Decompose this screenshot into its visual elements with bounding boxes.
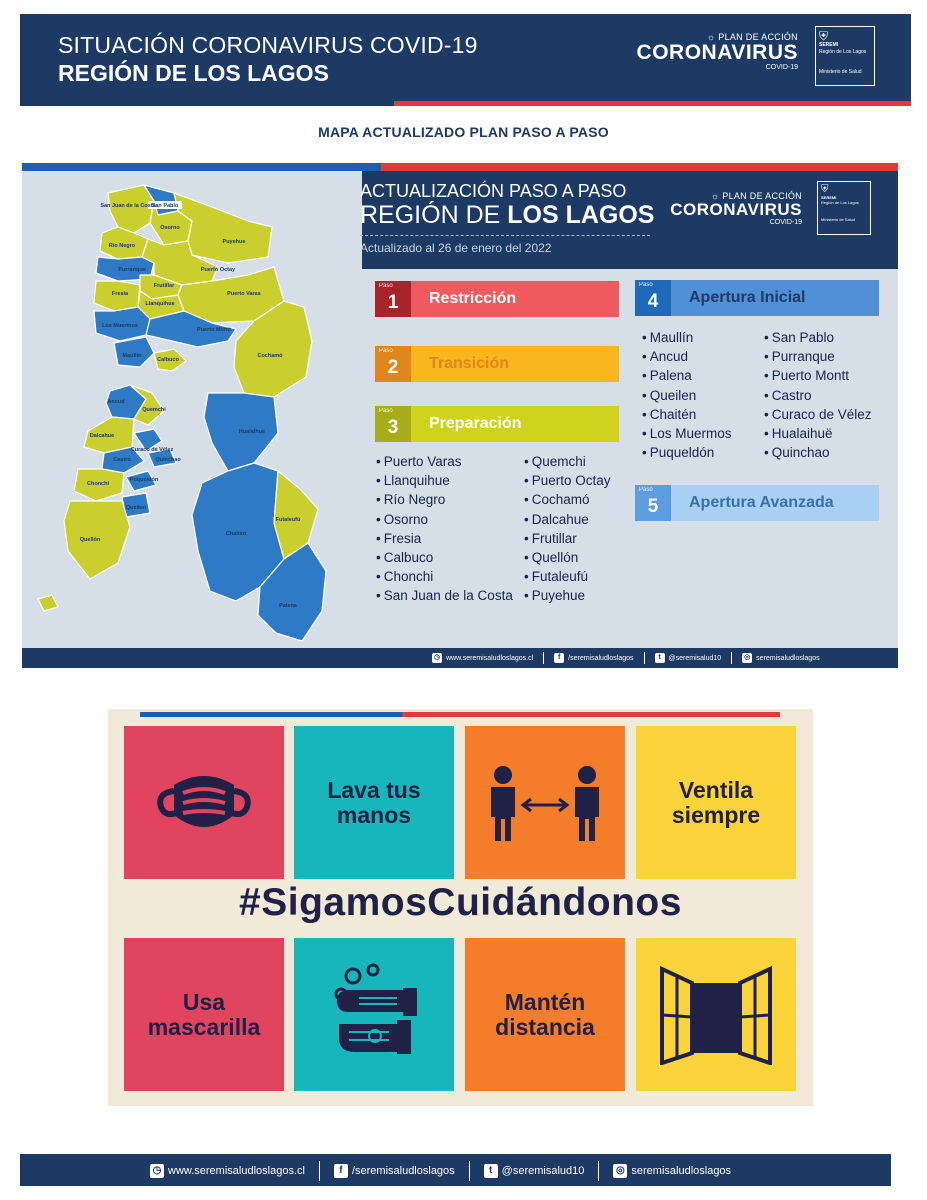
phase-4-box: [635, 280, 879, 316]
list-item: • Llanquihue: [376, 471, 513, 490]
map-label-cochamo: Cochamó: [257, 353, 283, 359]
tile-mask: [124, 726, 284, 879]
map-title: MAPA ACTUALIZADO PLAN PASO A PASO: [318, 124, 609, 140]
list-item: • Puqueldón: [642, 443, 732, 462]
phase-1-label: Restricción: [411, 281, 619, 317]
face-mask-icon: [149, 763, 259, 843]
coat-of-arms-icon: ⛨: [819, 29, 829, 43]
phase-3-box: [375, 406, 619, 442]
map-label-queilen: Queilen: [125, 505, 147, 511]
paso4-list-col1: [642, 328, 732, 462]
list-item: • San Juan de la Costa: [376, 586, 513, 605]
social-distance-icon: [485, 763, 605, 843]
list-item: • Chaitén: [642, 405, 732, 424]
paso3-list-col1: [376, 452, 513, 606]
bottom-social-row: [150, 1162, 731, 1180]
map-label-ancud: Ancud: [107, 399, 125, 405]
paso3-list-col2: [524, 452, 611, 606]
map-label-puqueldon: Puqueldón: [129, 477, 159, 483]
panel-footer: [22, 648, 898, 668]
list-item: • Los Muermos: [642, 424, 732, 443]
list-item: • Ancud: [642, 347, 732, 366]
list-item: • Palena: [642, 366, 732, 385]
phase-2-label: Transición: [411, 346, 619, 382]
list-item: • Puyehue: [524, 586, 611, 605]
list-item: • Río Negro: [376, 490, 513, 509]
map-label-chonchi: Chonchi: [87, 481, 109, 487]
tile-window-icon: [636, 938, 796, 1091]
list-item: • Purranque: [764, 347, 872, 366]
plan-coronavirus-logo: ☼ PLAN DE ACCIÓN CORONAVIRUS COVID-19: [636, 32, 798, 71]
map-label-fresia: Fresia: [111, 291, 129, 297]
tile-use-mask: Usa mascarilla: [124, 938, 284, 1091]
map-label-frutillar: Frutillar: [153, 283, 175, 289]
hashtag-text: #SigamosCuidándonos: [239, 881, 682, 924]
facebook-icon: f: [334, 1164, 348, 1178]
list-item: • Castro: [764, 386, 872, 405]
map-label-llanquihue: Llanquihue: [145, 301, 175, 307]
map-label-palena: Palena: [279, 603, 297, 609]
updated-date: Actualizado al 26 de enero del 2022: [360, 241, 552, 255]
bottom-social-bar: [20, 1154, 891, 1186]
map-label-chaiten: Chaitén: [225, 531, 247, 537]
phase-4-label: Apertura Inicial: [671, 280, 879, 316]
hand-washing-icon: [319, 960, 429, 1070]
panel-plan-logo: ☼ PLAN DE ACCIÓN CORONAVIRUS COVID-19: [670, 191, 802, 226]
twitter-icon: t: [484, 1164, 498, 1178]
map-label-quemchi: Quemchi: [142, 407, 166, 413]
tile-keep-distance: Mantén distancia: [465, 938, 625, 1091]
dome-icon: ☼: [706, 32, 719, 42]
map-label-futaleufu: Futaleufú: [275, 517, 301, 523]
map-region-maullin: [114, 337, 154, 367]
divider: [731, 652, 732, 664]
header-title-line2: REGIÓN DE LOS LAGOS: [58, 60, 329, 86]
los-lagos-map-svg: [22, 171, 362, 648]
map-label-puerto-octay: Puerto Octay: [200, 267, 236, 273]
divider: [469, 1161, 470, 1181]
list-item: • Futaleufú: [524, 567, 611, 586]
map-label-san-juan: San Juan de la Costa: [100, 203, 156, 209]
map-label-dalcahue: Dalcahue: [89, 433, 115, 439]
phase-1-box: [375, 281, 619, 317]
list-item: • Dalcahue: [524, 510, 611, 529]
map-label-quellon: Quellón: [79, 537, 101, 543]
twitter-icon: t: [655, 653, 665, 663]
list-item: • San Pablo: [764, 328, 872, 347]
web-icon: ◷: [433, 654, 441, 661]
map-label-los-muermos: Los Muermos: [102, 323, 138, 329]
phase-5-label: Apertura Avanzada: [671, 485, 879, 521]
open-window-icon: [656, 965, 776, 1065]
map-label-puyehue: Puyehue: [222, 239, 246, 245]
list-item: • Cochamó: [524, 490, 611, 509]
map-label-san-pablo: San Pablo: [151, 203, 179, 209]
tile-ventilate: Ventila siempre: [636, 726, 796, 879]
list-item: • Frutillar: [524, 529, 611, 548]
phase-1-number: Paso 1: [375, 281, 411, 317]
list-item: • Quellón: [524, 548, 611, 567]
tile-distance-icon: [465, 726, 625, 879]
panel-title: ACTUALIZACIÓN PASO A PASO: [360, 181, 627, 201]
map-label-maullin: Maullín: [122, 353, 142, 359]
list-item: • Quinchao: [764, 443, 872, 462]
facebook-icon: f: [554, 653, 564, 663]
header-banner: [20, 14, 911, 106]
phase-2-number: Paso 2: [375, 346, 411, 382]
instagram-icon: ◎: [613, 1164, 627, 1178]
map-label-puerto-varas: Puerto Varas: [227, 291, 261, 297]
list-item: • Hualaihuë: [764, 424, 872, 443]
instagram-link[interactable]: seremisaludloslagos: [631, 1165, 732, 1177]
coat-of-arms-icon: ⛨: [821, 184, 829, 195]
phase-2-box: [375, 346, 619, 382]
divider: [543, 652, 544, 664]
list-item: • Fresia: [376, 529, 513, 548]
list-item: • Calbuco: [376, 548, 513, 567]
list-item: • Puerto Montt: [764, 366, 872, 385]
divider: [598, 1161, 599, 1181]
panel-stripe: [22, 163, 898, 171]
web-icon: ◷: [150, 1164, 164, 1178]
phase-5-box: [635, 485, 879, 521]
panel-divider: [360, 235, 650, 236]
panel-seremi-logo: ⛨ SEREMI Región de Los Lagos Ministerio de Salud: [817, 181, 871, 235]
twitter-link[interactable]: @seremisalud10: [668, 654, 722, 662]
map-label-castro: Castro: [113, 457, 131, 463]
map-label-osorno: Osorno: [160, 225, 180, 231]
region-map: [22, 171, 362, 648]
instagram-link[interactable]: seremisaludloslagos: [756, 654, 820, 662]
web-link[interactable]: www.seremisaludloslagos.cl: [446, 654, 534, 662]
map-label-hualaihue: Hualaihuë: [238, 429, 266, 435]
campaign-stripe: [140, 712, 780, 717]
twitter-link[interactable]: @seremisalud10: [501, 1165, 585, 1177]
map-region-san-juan: [108, 185, 154, 233]
map-region-futaleufu: [274, 471, 318, 559]
map-label-puerto-montt: Puerto Montt: [197, 327, 231, 333]
map-label-rio-negro: Río Negro: [108, 243, 136, 249]
list-item: • Queilen: [642, 386, 732, 405]
header-stripe: [20, 101, 911, 106]
web-link[interactable]: www.seremisaludloslagos.cl: [168, 1165, 305, 1177]
map-label-purranque: Purranque: [118, 267, 146, 273]
phase-3-number: Paso 3: [375, 406, 411, 442]
facebook-link[interactable]: /seremisaludloslagos: [568, 654, 634, 662]
campaign-graphic: [108, 709, 813, 1106]
phase-5-number: Paso 5: [635, 485, 671, 521]
list-item: • Puerto Octay: [524, 471, 611, 490]
list-item: • Chonchi: [376, 567, 513, 586]
map-label-quinchao: Quinchao: [155, 457, 181, 463]
panel-region-title: REGIÓN DE LOS LAGOS: [360, 201, 655, 229]
list-item: • Maullín: [642, 328, 732, 347]
map-region-island-small: [38, 595, 58, 611]
phase-4-number: Paso 4: [635, 280, 671, 316]
panel-social-row: [432, 652, 820, 664]
map-label-calbuco: Calbuco: [157, 357, 179, 363]
list-item: • Osorno: [376, 510, 513, 529]
tile-handwash-icon: [294, 938, 454, 1091]
paso4-list-col2: [764, 328, 872, 462]
instagram-icon: ◎: [744, 654, 751, 661]
list-item: • Puerto Varas: [376, 452, 513, 471]
divider: [644, 652, 645, 664]
divider: [319, 1161, 320, 1181]
list-item: • Curaco de Vélez: [764, 405, 872, 424]
dome-icon: ☼: [710, 191, 723, 201]
paso-a-paso-panel: [22, 163, 898, 668]
phase-3-label: Preparación: [411, 406, 619, 442]
facebook-link[interactable]: /seremisaludloslagos: [351, 1165, 455, 1177]
tile-wash-hands: Lava tus manos: [294, 726, 454, 879]
header-title-line1: SITUACIÓN CORONAVIRUS COVID-19: [58, 32, 478, 58]
list-item: • Quemchi: [524, 452, 611, 471]
map-label-curaco: Curaco de Vélez: [130, 447, 174, 453]
seremi-logo: ⛨ SEREMI Región de Los Lagos Ministerio de Salud: [815, 26, 875, 86]
